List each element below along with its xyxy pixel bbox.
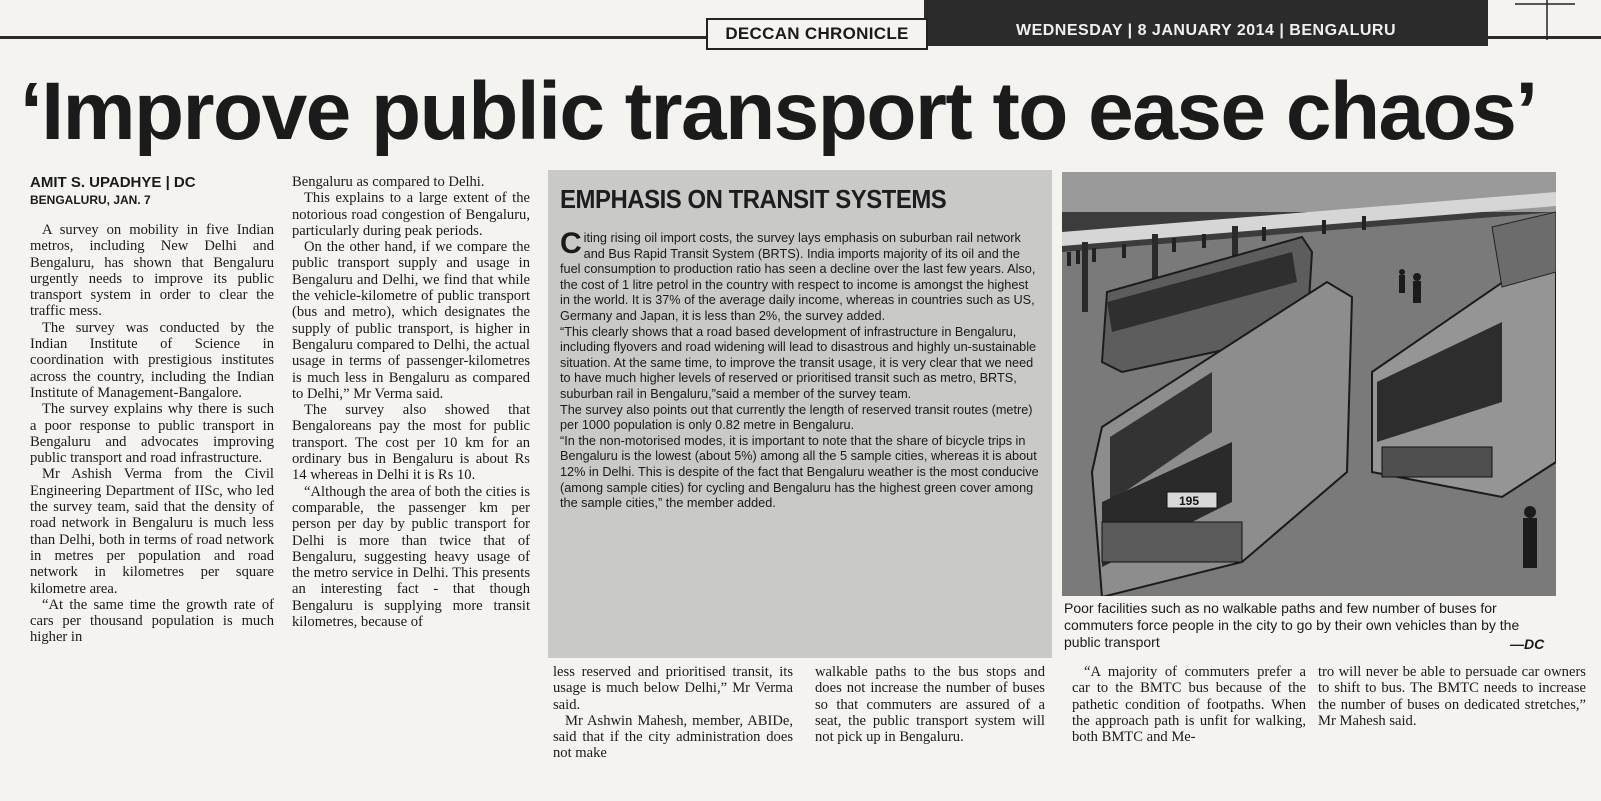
sidebar-box <box>548 170 1052 658</box>
byline: AMIT S. UPADHYE | DC <box>30 174 196 191</box>
crop-mark-icon <box>1515 0 1575 40</box>
sidebar-body <box>560 227 1040 512</box>
paragraph: The survey also showed that Bengaloreans pay the most for public transport. The cost per 10 km for an ordinary bus in Bengaluru is about Rs 14 whereas in Delhi it is Rs 10. <box>292 402 530 484</box>
bus-route-sign: 195 <box>1179 494 1200 508</box>
bus-station-photo <box>1062 172 1556 596</box>
paragraph: The survey was conducted by the Indian Institute of Science in coordination with prestigious institutes across the country, including the Indian Institute of Management-Bangalore. <box>30 319 274 401</box>
paragraph: walkable paths to the bus stops and does not increase the number of buses so that commuters are assured of a seat, the public transport system will not pick up in Bengaluru. <box>815 664 1045 746</box>
article-column-4 <box>815 664 1045 794</box>
photo-credit: —DC <box>1510 636 1545 652</box>
article-column-6 <box>1318 664 1586 794</box>
article-column-5 <box>1072 664 1306 794</box>
paragraph: The survey explains why there is such a poor response to public transport in Bengaluru and advocates improving public transport and road infrastructure. <box>30 401 274 467</box>
photo-caption: Poor facilities such as no walkable paths and few number of buses for commuters force people in the city to go by their own vehicles than by the public transport <box>1064 600 1520 650</box>
paragraph: less reserved and prioritised transit, its usage is much below Delhi,” Mr Verma said. <box>553 664 793 713</box>
sidebar-paragraph: “This clearly shows that a road based development of infrastructure in Bengaluru, including flyovers and road widening will lead to disastrous and highly un-sustainable situation. At the same time, to improve the transit usage, it is very clear that we need to have much higher levels of reserved or prioritised transit such as metro, BRTS, suburban rail in Bengaluru,”said a member of the survey team. <box>560 324 1037 401</box>
article-column-1 <box>30 222 274 792</box>
paragraph: “At the same time the growth rate of cars per thousand population is much higher in <box>30 596 274 646</box>
date-banner: WEDNESDAY | 8 JANUARY 2014 | BENGALURU <box>924 0 1488 46</box>
paragraph: Bengaluru as compared to Delhi. <box>292 174 485 190</box>
paragraph: A survey on mobility in five Indian metros, including New Delhi and Bengaluru, has shown that Bengaluru urgently needs to improve its public transport system in order to clear the traffic mess. <box>30 222 274 320</box>
paragraph: Mr Ashish Verma from the Civil Engineering Department of IISc, who led the survey team, said that the density of road network in Bengaluru is much less than Delhi, both in terms of road network in metres per population and road network in kilometres per square kilometre area. <box>30 466 274 597</box>
headline: ‘Improve public transport to ease chaos’ <box>20 66 1537 157</box>
paragraph: tro will never be able to persuade car owners to shift to bus. The BMTC needs to increase the number of buses on dedicated stretches,” Mr Mahesh said. <box>1318 664 1586 729</box>
article-column-3 <box>553 664 793 794</box>
paragraph: On the other hand, if we compare the public transport supply and usage in Bengaluru and Delhi, we find that while the vehicle-kilometre of public transport (bus and metro), which designates the supply of public transport, is higher in Bengaluru compared to Delhi, the actual usage in terms of passenger-kilometres is much less in Bengaluru as compared to Delhi,” Mr Verma said. <box>292 239 530 402</box>
sidebar-paragraph: “In the non-motorised modes, it is important to note that the share of bicycle trips in Bengaluru is the lowest (about 5%) among all the 5 sample cities, whereas it is about 12% in Delhi. This is despite of the fact that Bengaluru weather is the most conducive (among sample cities) for cycling and Bengaluru has the highest green cover among the sample cities,” the member added. <box>560 433 1039 511</box>
article-column-2 <box>292 174 530 794</box>
drop-cap: C <box>560 227 582 260</box>
paragraph: “Although the area of both the cities is comparable, the passenger km per person per day by public transport for Delhi is more than twice that of Bengaluru, suggesting heavy usage of the metro service in Delhi. This presents an interesting fact - that though Bengaluru is supplying more transit kilometres, because of <box>292 483 530 631</box>
sidebar-title: EMPHASIS ON TRANSIT SYSTEMS <box>560 184 947 214</box>
sidebar-paragraph: Citing rising oil import costs, the survey lays emphasis on suburban rail network and Bus Rapid Transit System (BRTS). India imports majority of its oil and the fuel consumption to production ratio has seen a decline over the last few years. Also, the cost of 1 litre petrol in the country with respect to income is amongst the highest in the world. It is 37% of the average daily income, whereas in countries such as US, Germany and Japan, it is less than 2%, the survey added. <box>560 227 1036 323</box>
dateline: BENGALURU, JAN. 7 <box>30 193 151 207</box>
paper-name: DECCAN CHRONICLE <box>706 18 928 50</box>
sidebar-paragraph: The survey also points out that currently the length of reserved transit routes (metre) per 1000 population is only 0.82 metre in Bengaluru. <box>560 402 1033 433</box>
paragraph: This explains to a large extent of the notorious road congestion of Bengaluru, particularly during peak periods. <box>292 190 530 239</box>
paragraph: Mr Ashwin Mahesh, member, ABIDe, said that if the city administration does not make <box>553 712 793 762</box>
paragraph: “A majority of commuters prefer a car to the BMTC bus because of the pathetic condition of footpaths. When the approach path is unfit for walking, both BMTC and Me- <box>1072 664 1306 746</box>
